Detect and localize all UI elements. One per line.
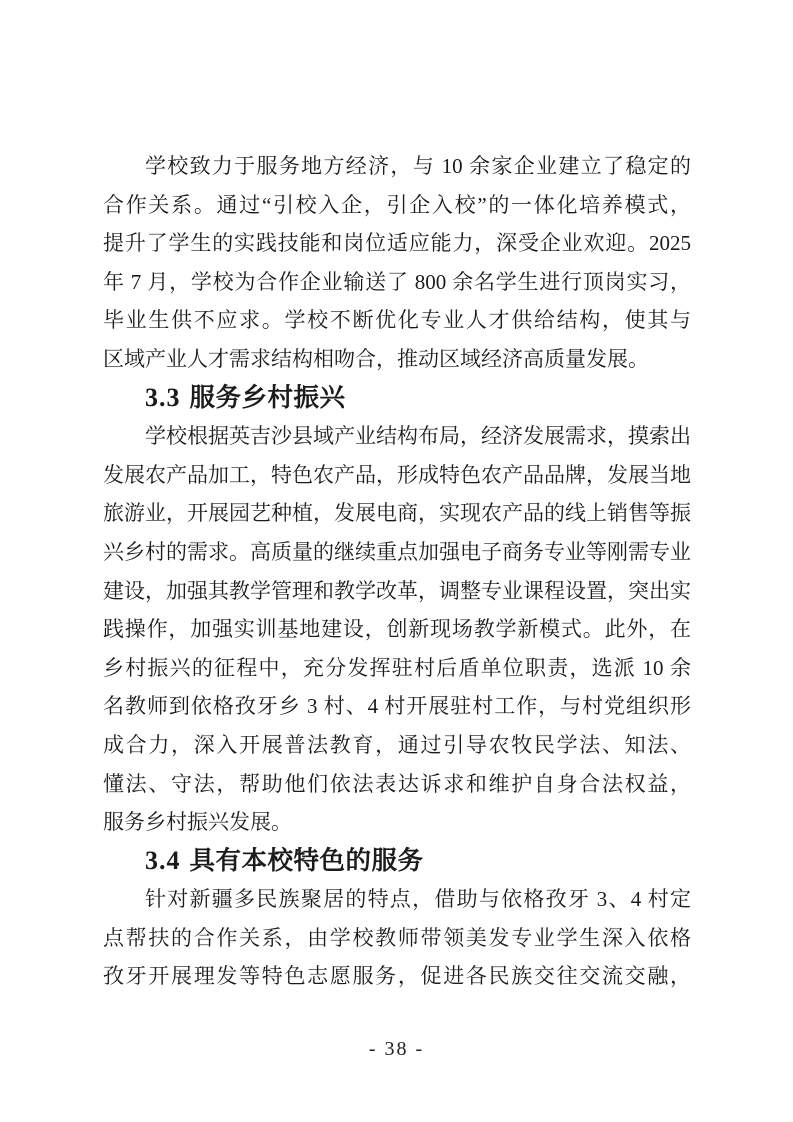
page-number: - 38 - xyxy=(368,1038,425,1060)
text-line: 提升了学生的实践技能和岗位适应能力，深受企业欢迎。2025 xyxy=(103,231,691,256)
text-line: 孜牙开展理发等特色志愿服务，促进各民族交往交流交融， xyxy=(103,964,691,989)
text-line: 学校根据英吉沙县域产业结构布局，经济发展需求，摸索出 xyxy=(145,424,691,449)
heading-title: 具有本校特色的服务 xyxy=(189,846,424,875)
text-line: 践操作，加强实训基地建设，创新现场教学新模式。此外，在 xyxy=(103,617,691,642)
text-line: 成合力，深入开展普法教育，通过引导农牧民学法、知法、 xyxy=(103,732,691,757)
page-footer xyxy=(0,1038,793,1061)
text-line: 点帮扶的合作关系，由学校教师带领美发专业学生深入依格 xyxy=(103,925,691,950)
text-line: 懂法、守法，帮助他们依法表达诉求和维护自身合法权益， xyxy=(103,771,691,796)
text-line: 毕业生供不应求。学校不断优化专业人才供给结构，使其与 xyxy=(103,308,691,333)
heading-number: 3.3 xyxy=(145,382,181,412)
text-line: 学校致力于服务地方经济，与 10 余家企业建立了稳定的 xyxy=(145,154,691,178)
heading-title: 服务乡村振兴 xyxy=(189,383,346,412)
text-line: 合作关系。通过“引校入企，引企入校”的一体化培养模式， xyxy=(103,192,691,217)
body-paragraph xyxy=(103,147,691,379)
text-line: 区域产业人才需求结构相吻合，推动区域经济高质量发展。 xyxy=(103,346,649,371)
text-line: 年 7 月，学校为合作企业输送了 800 余名学生进行顶岗实习， xyxy=(103,269,691,294)
document-body xyxy=(103,147,691,996)
body-paragraph xyxy=(103,417,691,842)
text-line: 发展农产品加工，特色农产品，形成特色农产品品牌，发展当地 xyxy=(103,462,691,487)
text-line: 兴乡村的需求。高质量的继续重点加强电子商务专业等刚需专业 xyxy=(103,539,691,564)
heading-number: 3.4 xyxy=(145,845,181,875)
text-line: 名教师到依格孜牙乡 3 村、4 村开展驻村工作，与村党组织形 xyxy=(103,694,691,719)
text-line: 服务乡村振兴发展。 xyxy=(103,810,292,835)
text-line: 针对新疆多民族聚居的特点，借助与依格孜牙 3、4 村定 xyxy=(145,887,691,912)
body-paragraph xyxy=(103,880,691,996)
text-line: 建设，加强其教学管理和教学改革，调整专业课程设置，突出实 xyxy=(103,578,691,603)
section-heading-3-4 xyxy=(103,842,691,881)
text-line: 旅游业，开展园艺种植，发展电商，实现农产品的线上销售等振 xyxy=(103,501,691,526)
text-line: 乡村振兴的征程中，充分发挥驻村后盾单位职责，选派 10 余 xyxy=(103,655,691,680)
section-heading-3-3 xyxy=(103,379,691,418)
